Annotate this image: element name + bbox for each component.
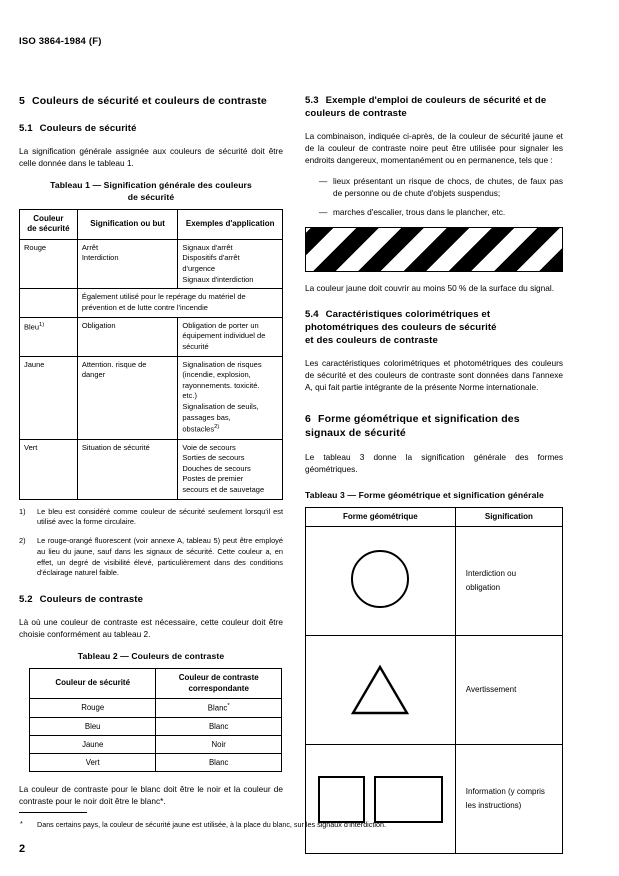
table-2 xyxy=(29,668,282,772)
table-2-cell-contrast: Blanc xyxy=(156,717,282,735)
table-1-header-row xyxy=(20,209,283,239)
clause-5-4-title-line2: photométriques des couleurs de sécurité xyxy=(305,321,497,333)
circle-shape-icon xyxy=(351,550,409,608)
triangle-shape-icon xyxy=(312,663,449,717)
table-row xyxy=(30,698,282,717)
table-1-cell-meaning: Obligation xyxy=(77,317,178,356)
table-1-cell-colour: Vert xyxy=(20,439,78,499)
clause-5-title: Couleurs de sécurité et couleurs de contraste xyxy=(32,95,267,107)
clause-5-2-number: 5.2 xyxy=(19,594,33,606)
table-2-cell-safety: Jaune xyxy=(30,735,156,753)
page-footnote xyxy=(19,812,579,830)
clause-5-4-paragraph: Les caractéristiques colorimétriques et photométriques des couleurs de sécurité et des couleurs de contraste sont données dans l'annexe A, qui fait partie intégrante de la présente Norme internationale. xyxy=(305,357,563,392)
table-2-caption: Tableau 2 — Couleurs de contraste xyxy=(77,651,225,662)
clause-6-paragraph: Le tableau 3 donne la signification générale des formes géométriques. xyxy=(305,451,563,474)
table-1-header-examples: Exemples d'application xyxy=(178,209,283,239)
table-1-note-1-text: Le bleu est considéré comme couleur de sécurité seulement lorsqu'il est utilisé avec la forme circulaire. xyxy=(37,506,283,527)
document-header: ISO 3864-1984 (F) xyxy=(19,36,102,47)
table-1-note-2-marker: 2) xyxy=(19,536,26,546)
clause-5-2-paragraph: Là où une couleur de contraste est nécessaire, cette couleur doit être choisie conformément au tableau 2. xyxy=(19,617,283,640)
table-1-cell-examples: Signaux d'arrêt Dispositifs d'arrêt d'urgence Signaux d'interdiction xyxy=(178,239,283,289)
clause-5-1-number: 5.1 xyxy=(19,122,33,134)
table-1-caption-line1: Tableau 1 — Signification générale des couleurs xyxy=(50,179,252,190)
list-item: — lieux présentant un risque de chocs, de chutes, de faux pas de personne ou de chute d'objets suspendus; xyxy=(319,175,563,199)
table-row xyxy=(306,527,563,636)
table-2-cell-contrast: Noir xyxy=(156,735,282,753)
clause-5-heading xyxy=(19,95,283,109)
table-row xyxy=(20,439,283,499)
table-1-obstacles-line: obstacles$^{2)}$ xyxy=(182,424,220,434)
table-row xyxy=(20,317,283,356)
table-1-cell-colour: Bleu$^{1)}$ xyxy=(20,317,78,356)
hazard-stripe-band xyxy=(305,227,563,272)
footnote-marker: * xyxy=(20,819,23,828)
clause-5-4-title-line1: Caractéristiques colorimétriques et xyxy=(325,308,491,320)
table-2-header-row xyxy=(30,669,282,699)
table-1-notes xyxy=(19,507,283,579)
table-1-cell-meaning: Arrêt Interdiction xyxy=(77,239,178,289)
list-item: — marches d'escalier, trous dans le plancher, etc. xyxy=(319,206,563,218)
right-column xyxy=(305,95,563,854)
table-2-cell-safety: Bleu xyxy=(30,717,156,735)
clause-5-4-title-line3: et des couleurs de contraste xyxy=(305,334,438,346)
table-1-cell-examples: Signalisation de risques (incendie, explosion, rayonnements. toxicité. etc.) Signalisation de seuils, passages bas, obstacles$^{2)}$ xyxy=(178,356,283,439)
table-row xyxy=(20,239,283,289)
table-row xyxy=(30,735,282,753)
clause-5-3-after-figure: La couleur jaune doit couvrir au moins 50 % de la surface du signal. xyxy=(305,282,555,293)
clause-5-1-paragraph: La signification générale assignée aux couleurs de sécurité doit être celle donnée dans le tableau 1. xyxy=(19,145,283,168)
table-3-header-shape: Forme géométrique xyxy=(306,507,456,526)
table-2-wrapper xyxy=(29,668,282,772)
table-1-header-colour: Couleur de sécurité xyxy=(20,209,78,239)
table-1-cell-examples: Obligation de porter un équipement individuel de sécurité xyxy=(178,317,283,356)
table-3-shape-circle-cell xyxy=(306,527,456,636)
table-1-header-meaning: Signification ou but xyxy=(77,209,178,239)
table-2-cell-contrast: Blanc xyxy=(156,753,282,771)
table-2-cell-safety: Rouge xyxy=(30,698,156,717)
table-row xyxy=(306,745,563,854)
clause-5-1-heading xyxy=(19,123,283,136)
footnote-rule xyxy=(19,812,87,813)
table-1-cell-meaning: Situation de sécurité xyxy=(77,439,178,499)
table-row xyxy=(20,356,283,439)
table-3 xyxy=(305,507,563,854)
clause-5-4-heading xyxy=(305,309,563,348)
clause-5-2-title: Couleurs de contraste xyxy=(39,594,144,606)
table-2-after-text: La couleur de contraste pour le blanc doit être le noir et la couleur de contraste pour le noir doit être le blanc*. xyxy=(19,783,283,806)
table-1-cell-fullspan-note: Également utilisé pour le repérage du matériel de prévention et de lutte contre l'incendie xyxy=(77,289,282,317)
table-1-note-2-text: Le rouge-orangé fluorescent (voir annexe A, tableau 5) peut être employé au lieu du jaune, sauf dans les signaux de sécurité. Cette couleur a, en effet, un degré de visibilité élevé, particulièrement dans des conditions d'éclairage naturel faible. xyxy=(37,536,283,578)
table-row xyxy=(30,717,282,735)
table-3-shape-triangle-cell xyxy=(306,636,456,745)
table-1 xyxy=(19,209,283,500)
table-1-cell-meaning: Attention. risque de danger xyxy=(77,356,178,439)
table-3-caption: Tableau 3 — Forme géométrique et signification générale xyxy=(305,489,544,500)
table-2-cell-contrast: Blanc* xyxy=(156,698,282,717)
clause-5-number: 5 xyxy=(19,95,25,107)
table-row xyxy=(306,636,563,745)
clause-6-title: Forme géométrique et signification des signaux de sécurité xyxy=(305,412,520,439)
table-2-header-safety: Couleur de sécurité xyxy=(30,669,156,699)
table-1-cell-colour: Jaune xyxy=(20,356,78,439)
clause-5-1-title: Couleurs de sécurité xyxy=(39,122,137,134)
table-2-cell-safety: Vert xyxy=(30,753,156,771)
table-3-header-row xyxy=(306,507,563,526)
clause-5-3-title: Exemple d'emploi de couleurs de sécurité et de couleurs de contraste xyxy=(305,95,547,119)
table-3-meaning-cell: Avertissement xyxy=(455,636,562,745)
table-1-caption-line2: de sécurité xyxy=(127,191,175,202)
table-1-cell-examples: Voie de secours Sorties de secours Douches de secours Postes de premier secours et de sauvetage xyxy=(178,439,283,499)
footnote-text: Dans certains pays, la couleur de sécurité jaune est utilisée, à la place du blanc, sur les signaux d'interdiction. xyxy=(37,820,386,829)
table-2-header-contrast: Couleur de contraste correspondante xyxy=(156,669,282,699)
footnote-body xyxy=(19,820,579,830)
table-3-shape-rectangles-cell xyxy=(306,745,456,854)
table-1-note-2 xyxy=(19,536,283,579)
table-1-caption xyxy=(19,179,283,203)
table-1-note-1-marker: 1) xyxy=(19,506,26,516)
table-1-cell-colour: Rouge xyxy=(20,239,78,289)
clause-5-3-heading xyxy=(305,95,563,121)
table-row xyxy=(20,289,283,317)
table-1-cell-colour-empty xyxy=(20,289,78,317)
clause-6-heading xyxy=(305,413,563,441)
table-3-meaning-cell: Information (y compris les instructions) xyxy=(455,745,562,854)
clause-5-3-list xyxy=(305,175,563,218)
clause-5-2-heading xyxy=(19,594,283,607)
table-1-note-1 xyxy=(19,507,283,528)
table-row xyxy=(30,753,282,771)
clause-6-number: 6 xyxy=(305,412,311,425)
clause-5-3-number: 5.3 xyxy=(305,95,319,106)
page-number: 2 xyxy=(19,843,26,855)
clause-5-4-number: 5.4 xyxy=(305,308,319,320)
clause-5-3-paragraph: La combinaison, indiquée ci-après, de la couleur de sécurité jaune et de la couleur de contraste noire peut être utilisée pour signaler les endroits dangereux, momentanément ou en permanence, tels que : xyxy=(305,130,563,165)
table-3-meaning-cell: Interdiction ou obligation xyxy=(455,527,562,636)
table-3-header-meaning: Signification xyxy=(455,507,562,526)
left-column xyxy=(19,95,283,816)
